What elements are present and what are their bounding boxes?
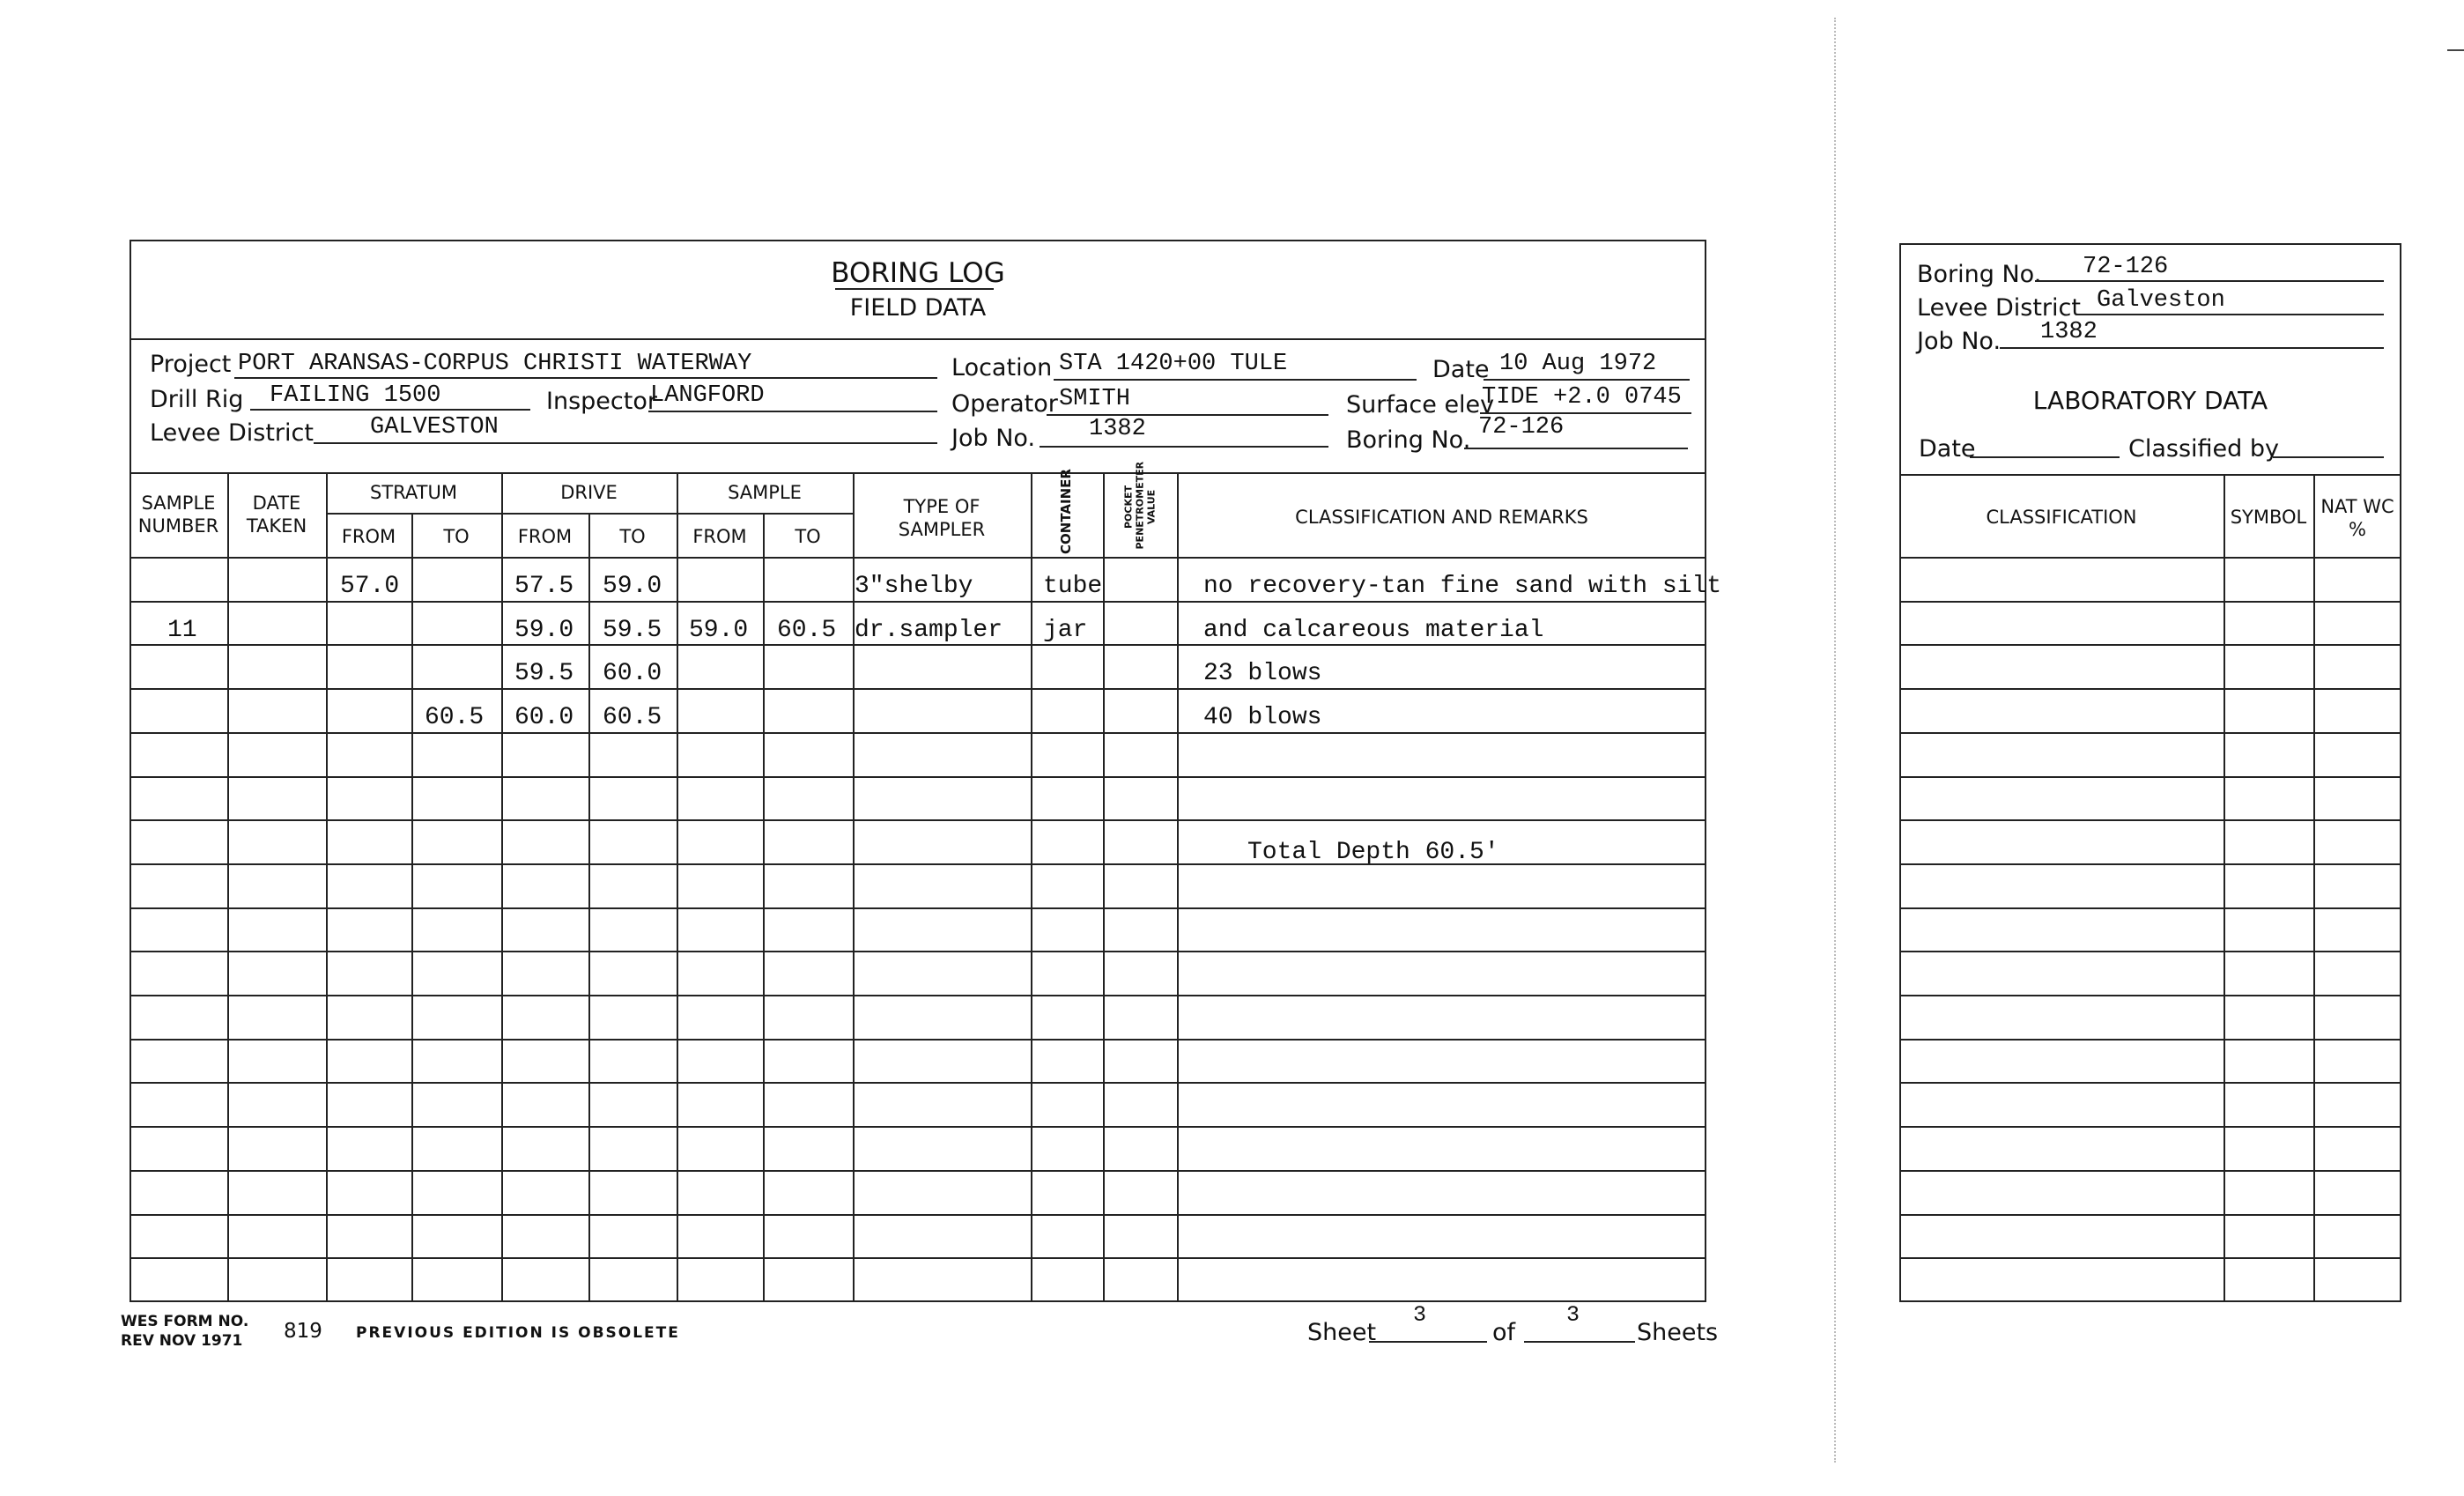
lab-row-line bbox=[1899, 1126, 2401, 1128]
header-drive-from: FROM bbox=[517, 526, 573, 547]
operator-value: SMITH bbox=[1059, 386, 1131, 412]
header-pocket-penetrometer: POCKET PENETROMETER VALUE bbox=[1122, 461, 1158, 550]
boring-no-value: 72-126 bbox=[1478, 414, 1565, 441]
lab-row-line bbox=[1899, 776, 2401, 778]
lab-header-nat-wc: NAT WC % bbox=[2320, 496, 2394, 540]
row-line bbox=[129, 601, 1706, 603]
table-top-border bbox=[129, 472, 1706, 474]
lab-col-sep-2 bbox=[2313, 474, 2315, 1302]
cell-drive-from: 57.5 bbox=[514, 573, 574, 600]
fold-line bbox=[1834, 18, 1836, 1463]
lab-job-no-value: 1382 bbox=[2040, 319, 2098, 345]
boring-no-label: Boring No. bbox=[1346, 426, 1471, 454]
lab-date-line bbox=[1970, 430, 2120, 458]
header-sample-from: FROM bbox=[692, 526, 747, 547]
cell-type-of-sampler: 3"shelby bbox=[855, 573, 973, 600]
lab-boring-no-value: 72-126 bbox=[2083, 254, 2169, 280]
lab-row-line bbox=[1899, 688, 2401, 690]
row-line bbox=[129, 819, 1706, 821]
date-label: Date bbox=[1432, 356, 1490, 383]
form-number-label: WES FORM NO. bbox=[121, 1313, 249, 1330]
levee-district-label: Levee District bbox=[150, 419, 314, 447]
header-drive-to: TO bbox=[619, 526, 646, 547]
date-value: 10 Aug 1972 bbox=[1499, 351, 1657, 377]
cell-remarks: 40 blows bbox=[1203, 704, 1322, 731]
form-number: 819 bbox=[284, 1320, 322, 1343]
sheet-label: Sheet bbox=[1307, 1319, 1377, 1346]
header-drive: DRIVE bbox=[560, 482, 618, 503]
cell-stratum-to: 60.5 bbox=[425, 704, 485, 731]
lab-row-line bbox=[1899, 601, 2401, 603]
cell-drive-from: 59.5 bbox=[514, 660, 574, 687]
row-line bbox=[129, 644, 1706, 646]
row-line bbox=[129, 995, 1706, 996]
row-line bbox=[129, 907, 1706, 909]
header-classification-remarks: CLASSIFICATION AND REMARKS bbox=[1295, 507, 1588, 528]
sheet-number: 3 bbox=[1413, 1302, 1427, 1328]
lab-row-line bbox=[1899, 863, 2401, 865]
cell-drive-to: 60.5 bbox=[603, 704, 662, 731]
row-line bbox=[129, 1170, 1706, 1172]
lab-col-sep-1 bbox=[2224, 474, 2225, 1302]
col-sep-1 bbox=[227, 472, 229, 1302]
previous-edition-note: PREVIOUS EDITION IS OBSOLETE bbox=[356, 1324, 680, 1342]
cell-container: tube bbox=[1043, 573, 1103, 600]
cell-drive-to: 59.5 bbox=[603, 617, 662, 644]
cell-remarks: 23 blows bbox=[1203, 660, 1322, 687]
lab-row-line bbox=[1899, 1082, 2401, 1084]
col-sep-2 bbox=[326, 472, 328, 1302]
surface-elev-label: Surface elev bbox=[1346, 391, 1495, 418]
lab-header-symbol: SYMBOL bbox=[2230, 507, 2307, 528]
lab-row-line bbox=[1899, 907, 2401, 909]
operator-label: Operator bbox=[951, 390, 1058, 418]
drill-rig-value: FAILING 1500 bbox=[270, 382, 441, 409]
lab-row-line bbox=[1899, 819, 2401, 821]
cell-sample-to: 60.5 bbox=[777, 617, 837, 644]
form-revision: REV NOV 1971 bbox=[121, 1332, 243, 1350]
cell-container: jar bbox=[1043, 617, 1088, 644]
lab-row-line bbox=[1899, 732, 2401, 734]
cell-drive-from: 59.0 bbox=[514, 617, 574, 644]
cell-drive-to: 60.0 bbox=[603, 660, 662, 687]
location-value: STA 1420+00 TULE bbox=[1059, 351, 1288, 377]
cell-sample-number: 11 bbox=[167, 617, 197, 644]
col-sep-4 bbox=[501, 472, 503, 1302]
row-line bbox=[129, 776, 1706, 778]
form-title: BORING LOG bbox=[831, 257, 1005, 289]
lab-classified-by-line bbox=[2273, 430, 2384, 458]
header-stratum-to: TO bbox=[443, 526, 470, 547]
lab-classified-by-label: Classified by bbox=[2128, 435, 2279, 463]
col-sep-11 bbox=[1177, 472, 1179, 1302]
title-underline bbox=[835, 288, 994, 290]
lab-levee-district-label: Levee District bbox=[1917, 294, 2081, 322]
col-sep-9 bbox=[1031, 472, 1032, 1302]
lab-row-line bbox=[1899, 1214, 2401, 1216]
location-label: Location bbox=[951, 354, 1053, 381]
lab-table-top-border bbox=[1899, 474, 2401, 476]
lab-boring-no-label: Boring No. bbox=[1917, 261, 2042, 288]
header-sample: SAMPLE bbox=[728, 482, 802, 503]
lab-job-no-label: Job No. bbox=[1917, 328, 2002, 355]
header-container: CONTAINER bbox=[1058, 469, 1074, 554]
project-label: Project bbox=[150, 351, 232, 378]
form-subtitle: FIELD DATA bbox=[849, 294, 987, 322]
cell-stratum-from: 57.0 bbox=[340, 573, 400, 600]
cell-type-of-sampler: dr.sampler bbox=[855, 617, 1003, 644]
project-value: PORT ARANSAS-CORPUS CHRISTI WATERWAY bbox=[238, 351, 752, 377]
row-line bbox=[129, 1257, 1706, 1259]
col-sep-6 bbox=[677, 472, 678, 1302]
header-stratum-from: FROM bbox=[341, 526, 396, 547]
lab-header-classification: CLASSIFICATION bbox=[1986, 507, 2137, 528]
cell-drive-from: 60.0 bbox=[514, 704, 574, 731]
cell-remarks: no recovery-tan fine sand with silt bbox=[1203, 573, 1722, 600]
header-bottom-border bbox=[129, 557, 1706, 559]
inspector-label: Inspector bbox=[546, 388, 657, 415]
row-line bbox=[129, 1039, 1706, 1041]
row-line bbox=[129, 688, 1706, 690]
corner-mark bbox=[2447, 49, 2464, 51]
header-sample-to: TO bbox=[795, 526, 821, 547]
lab-header-bottom-border bbox=[1899, 557, 2401, 559]
header-type-of-sampler: TYPE OF SAMPLER bbox=[898, 496, 986, 540]
job-no-line bbox=[1040, 418, 1328, 448]
lab-row-line bbox=[1899, 1039, 2401, 1041]
lab-row-line bbox=[1899, 1170, 2401, 1172]
header-sample-number: SAMPLE NUMBER bbox=[137, 492, 219, 537]
lab-date-label: Date bbox=[1919, 435, 1976, 463]
inspector-value: LANGFORD bbox=[650, 382, 765, 409]
sheet-of-label: of bbox=[1492, 1319, 1516, 1346]
col-sep-10 bbox=[1103, 472, 1105, 1302]
row-line bbox=[129, 732, 1706, 734]
cell-remarks: and calcareous material bbox=[1203, 617, 1544, 644]
sheet-total: 3 bbox=[1566, 1302, 1580, 1328]
header-date-taken: DATE TAKEN bbox=[246, 492, 307, 537]
row-line bbox=[129, 1126, 1706, 1128]
row-line bbox=[129, 951, 1706, 952]
lab-row-line bbox=[1899, 644, 2401, 646]
cell-drive-to: 59.0 bbox=[603, 573, 662, 600]
row-line bbox=[129, 1214, 1706, 1216]
cell-sample-from: 59.0 bbox=[689, 617, 749, 644]
header-stratum: STRATUM bbox=[370, 482, 457, 503]
surface-elev-value: TIDE +2.0 0745 bbox=[1482, 384, 1682, 411]
sheets-label: Sheets bbox=[1637, 1319, 1719, 1346]
lab-title: LABORATORY DATA bbox=[2032, 386, 2268, 415]
total-depth: Total Depth 60.5' bbox=[1247, 839, 1499, 866]
lab-row-line bbox=[1899, 1257, 2401, 1259]
levee-district-value: GALVESTON bbox=[370, 414, 499, 441]
job-no-value: 1382 bbox=[1089, 416, 1146, 442]
drill-rig-label: Drill Rig bbox=[150, 386, 244, 413]
lab-row-line bbox=[1899, 995, 2401, 996]
job-no-label: Job No. bbox=[951, 425, 1036, 452]
lab-levee-district-value: Galveston bbox=[2097, 287, 2225, 314]
row-line bbox=[129, 1082, 1706, 1084]
lab-row-line bbox=[1899, 951, 2401, 952]
title-divider bbox=[129, 338, 1706, 340]
sheet-line bbox=[1369, 1316, 1487, 1343]
